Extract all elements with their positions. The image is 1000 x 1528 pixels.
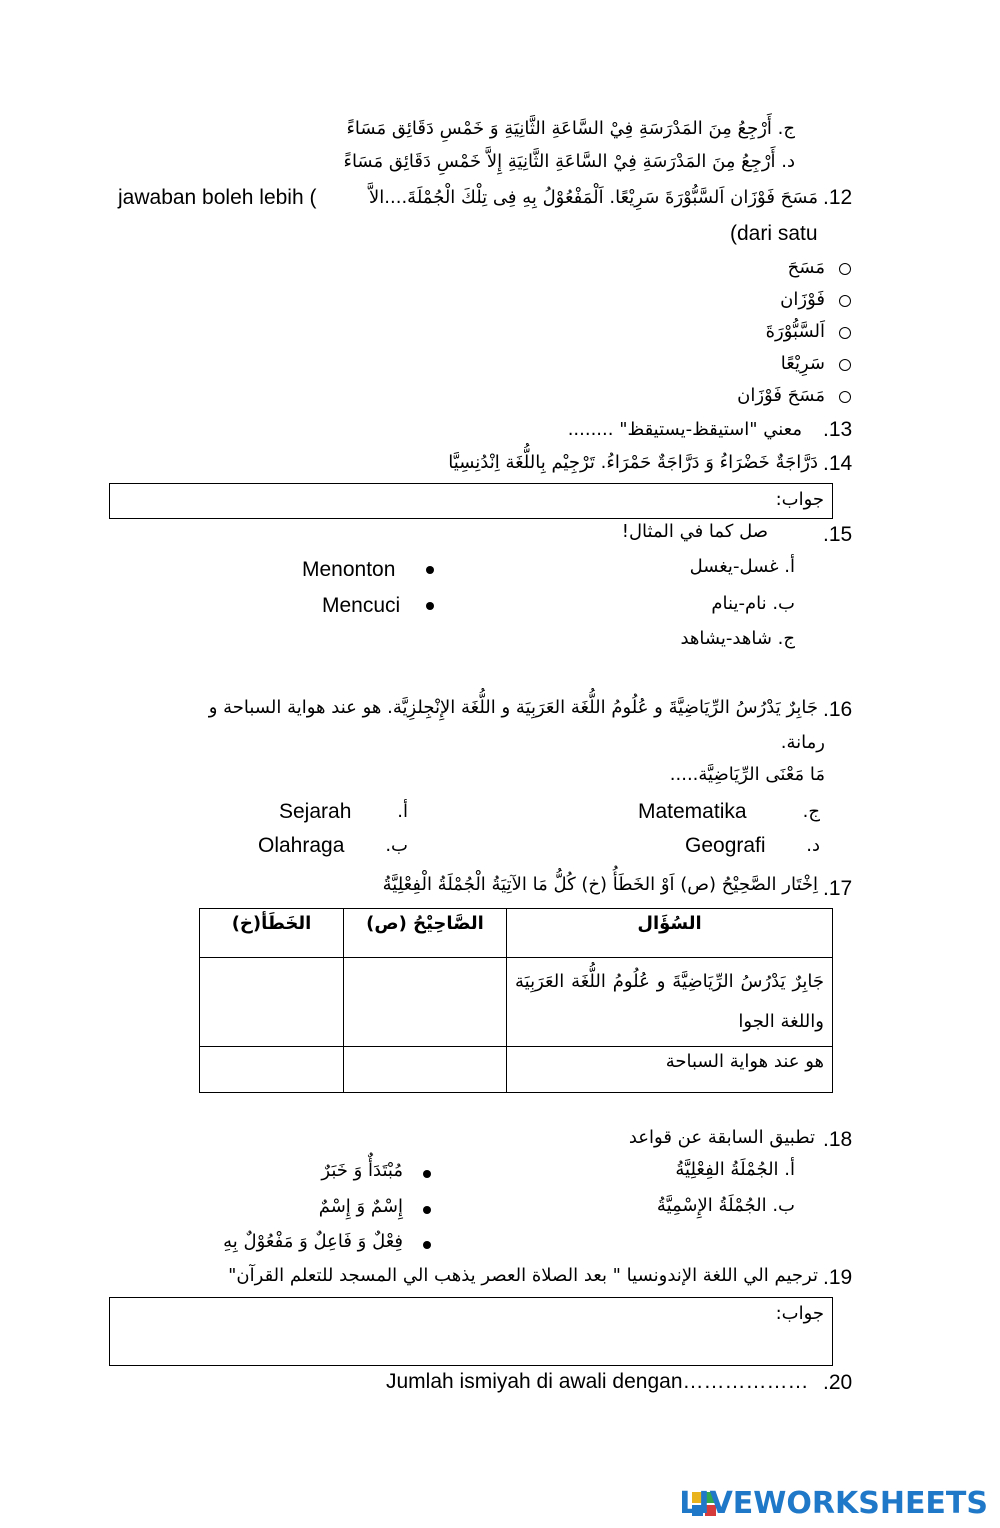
q17-row1-correct[interactable] [344, 958, 507, 1047]
q19-number: .19 [823, 1266, 853, 1289]
q17-table [199, 908, 833, 1093]
q13-text: معني "استيقظ-يستيقظ" ........ [567, 419, 802, 440]
q12-option-1: مَسَحَ [787, 257, 825, 278]
liveworksheets-logo: LIVEWORKSHEETS [679, 1486, 988, 1521]
q20-number: .20 [823, 1371, 853, 1394]
q16-option-a[interactable]: Sejarah [279, 800, 352, 823]
q13-number: .13 [823, 418, 853, 441]
q12-note-1: jawaban boleh lebih ( [118, 186, 317, 209]
q12-radio-3[interactable] [839, 327, 851, 339]
q15-title: صل كما في المثال! [621, 521, 768, 542]
q15-left-3: ج. شاهد-يشاهد [680, 628, 795, 649]
q16-letter-a: أ. [397, 801, 408, 822]
q18-right-2[interactable]: إِسْمٌ وَ إِسْمٌ [318, 1196, 403, 1217]
q19-text: ترجيم الي اللغة الإندونسيا " بعد الصلاة العصر يذهب الي المسجد للتعلم القرآن" [228, 1265, 818, 1286]
q12-note-2: (dari satu [730, 222, 818, 245]
q17-header-correct: الصَّاحِيْحُ (ص) [344, 909, 507, 958]
q15-left-2: ب. نام-ينام [711, 593, 795, 614]
q16-text-1: جَابِرٌ يَدْرُسُ الرِّيَاضِيَّةَ و عُلُومُ اللُّغَة العَرَبِيَة و اللُّغَة الإِنْجِلزِيَّة. هو عند هواية السباحة و [208, 697, 818, 718]
q16-option-c[interactable]: Matematika [638, 800, 747, 823]
q14-answer-label: جواب: [775, 489, 824, 510]
q17-number: .17 [823, 877, 853, 900]
q17-row1-question: جَابِرٌ يَدْرُسُ الرِّيَاضِيَّةَ و عُلُومُ اللُّغَة العَرَبِيَة واللغة الجوا [507, 958, 833, 1047]
q15-bullet-2 [426, 602, 434, 610]
q16-number: .16 [823, 698, 853, 721]
q20-text: Jumlah ismiyah di awali dengan……………… [386, 1370, 809, 1393]
q16-text-2: رمانة. [780, 732, 825, 753]
q12-option-5: مَسَحَ فَوْزَان [737, 385, 825, 406]
q16-letter-d: د. [806, 835, 820, 856]
q12-radio-4[interactable] [839, 359, 851, 371]
q18-left-1: أ. الجُمْلَةُ الفِعْلِيَّةُ [675, 1159, 795, 1180]
q18-bullet-3 [423, 1241, 431, 1249]
q16-question: مَا مَعْنَى الرِّيَاضِيَّة..... [669, 764, 825, 785]
q12-radio-1[interactable] [839, 263, 851, 275]
q14-number: .14 [823, 452, 853, 475]
q18-number: .18 [823, 1128, 853, 1151]
q14-answer-box[interactable] [109, 483, 833, 519]
q18-right-3[interactable]: فِعْلٌ وَ فَاعِلٌ وَ مَفْعُوْلٌ بِهِ [223, 1231, 403, 1252]
q12-option-2: فَوْزَان [780, 289, 825, 310]
q17-text: اِخْتَار الصَّحِيْحُ (ص) اَوْ الخَطَأُ (خ) كُلُّ مَا الآتِيَةُ الْجُمْلَةُ الْفِعْلِيَّةُ [382, 874, 818, 895]
q18-left-2: ب. الجُمْلَةُ الإِسْمِيَّةُ [656, 1195, 795, 1216]
q18-bullet-1 [423, 1170, 431, 1178]
q12-text: مَسَحَ فَوْزَان اَلسَّبُّوْرَةَ سَرِيْعًا. اَلْمَفْعُوْلُ بِهِ فِى تِلْكَ الْجُمْلَةَ....الاَّ [369, 187, 818, 208]
q12-option-3: اَلسَّبُّوْرَةَ [765, 321, 825, 342]
q16-letter-c: ج. [802, 801, 820, 822]
q19-answer-label: جواب: [775, 1303, 824, 1324]
q17-row2-question: هو عند هواية السباحة [507, 1047, 833, 1093]
q12-radio-5[interactable] [839, 391, 851, 403]
q11-option-c: ج. أَرْجِعُ مِنَ المَدْرَسَةِ فِيْ السَّاعَةِ الثَّانِيَةِ وَ خَمْسِ دَقَائِق مَسَاءً [346, 118, 795, 139]
q14-text: دَرَّاجَةٌ خَضْرَاءُ وَ دَرَّاجَةٌ حَمْرَاءُ. تَرْجِيْم بِاللُّغَة اِنْدُنِسِيَّا [448, 452, 818, 473]
q12-radio-2[interactable] [839, 295, 851, 307]
q17-header-question: السُؤَال [507, 909, 833, 958]
q16-option-d[interactable]: Geografi [685, 834, 766, 857]
q17-row2-correct[interactable] [344, 1047, 507, 1093]
q17-row1-wrong[interactable] [200, 958, 344, 1047]
q15-bullet-1 [426, 566, 434, 574]
q18-right-1[interactable]: مُبْتَدَأٌ وَ خَبَرٌ [321, 1160, 403, 1181]
q17-row2-wrong[interactable] [200, 1047, 344, 1093]
q19-answer-box[interactable] [109, 1297, 833, 1366]
q15-right-2[interactable]: Mencuci [322, 594, 401, 617]
q15-left-1: أ. غسل-يغسل [689, 556, 795, 577]
q18-bullet-2 [423, 1206, 431, 1214]
q12-number: .12 [823, 186, 853, 209]
q16-letter-b: ب. [385, 835, 408, 856]
q18-title: تطبيق السابقة عن قواعد [628, 1127, 815, 1148]
q15-right-1[interactable]: Menonton [302, 558, 396, 581]
q12-option-4: سَرِيْعًا [780, 353, 825, 374]
q11-option-d: د. أَرْجِعُ مِنَ المَدْرَسَةِ فِيْ السَّاعَةِ الثَّانِيَةِ إِلاَّ خَمْسِ دَقَائِق مَسَاءً [343, 151, 795, 172]
q15-number: .15 [823, 523, 853, 546]
q16-option-b[interactable]: Olahraga [258, 834, 345, 857]
q17-header-wrong: الخَطَأ(خ) [200, 909, 344, 958]
